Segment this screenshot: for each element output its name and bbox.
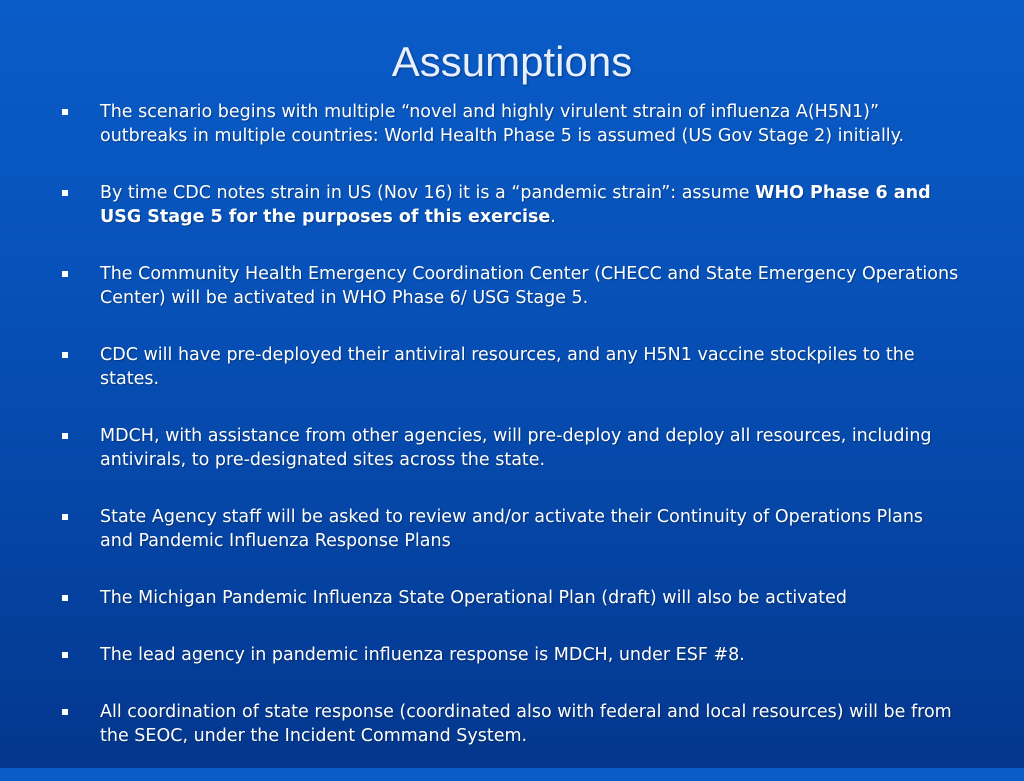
bullet-item	[60, 424, 960, 472]
square-bullet-icon	[62, 514, 68, 520]
square-bullet-icon	[62, 433, 68, 439]
bullet-text: The scenario begins with multiple “novel and highly virulent strain of influenza A(H5N1)” outbreaks in multiple countries: World Health Phase 5 is assumed (US Gov Stage 2) initially.	[100, 102, 905, 146]
slide-title: Assumptions	[391, 38, 633, 85]
bullet-text: The Community Health Emergency Coordination Center (CHECC and State Emergency Operations Center) will be activated in WHO Phase 6/ USG Stage 5.	[100, 264, 959, 308]
bullet-list	[60, 100, 960, 781]
bullet-text: The lead agency in pandemic influenza response is MDCH, under ESF #8.	[100, 645, 745, 665]
bullet-item	[60, 262, 960, 310]
bullet-text: The Michigan Pandemic Influenza State Operational Plan (draft) will also be activated	[100, 588, 848, 608]
bullet-item	[60, 586, 960, 610]
bullet-tail-text: .	[550, 207, 556, 227]
square-bullet-icon	[62, 190, 68, 196]
bullet-item	[60, 700, 960, 748]
bullet-text: MDCH, with assistance from other agencies, will pre-deploy and deploy all resources, including antivirals, to pre-designated sites across the state.	[100, 426, 932, 470]
square-bullet-icon	[62, 652, 68, 658]
bullet-item	[60, 100, 960, 148]
bullet-item	[60, 343, 960, 391]
square-bullet-icon	[62, 352, 68, 358]
bullet-text: State Agency staff will be asked to review and/or activate their Continuity of Operations Plans and Pandemic Influenza Response Plans	[100, 507, 924, 551]
bullet-text: All coordination of state response (coordinated also with federal and local resources) will be from the SEOC, under the Incident Command System.	[100, 702, 952, 746]
bullet-text: By time CDC notes strain in US (Nov 16) it is a “pandemic strain”: assume	[100, 183, 756, 203]
bullet-item	[60, 181, 960, 229]
square-bullet-icon	[62, 271, 68, 277]
bullet-item	[60, 643, 960, 667]
square-bullet-icon	[62, 109, 68, 115]
bullet-item	[60, 505, 960, 553]
square-bullet-icon	[62, 709, 68, 715]
bullet-text: CDC will have pre-deployed their antiviral resources, and any H5N1 vaccine stockpiles to the states.	[100, 345, 915, 389]
bullet-bold-text: WHO Phase 6 and USG Stage 5 for the purposes of this exercise	[100, 183, 931, 227]
square-bullet-icon	[62, 595, 68, 601]
